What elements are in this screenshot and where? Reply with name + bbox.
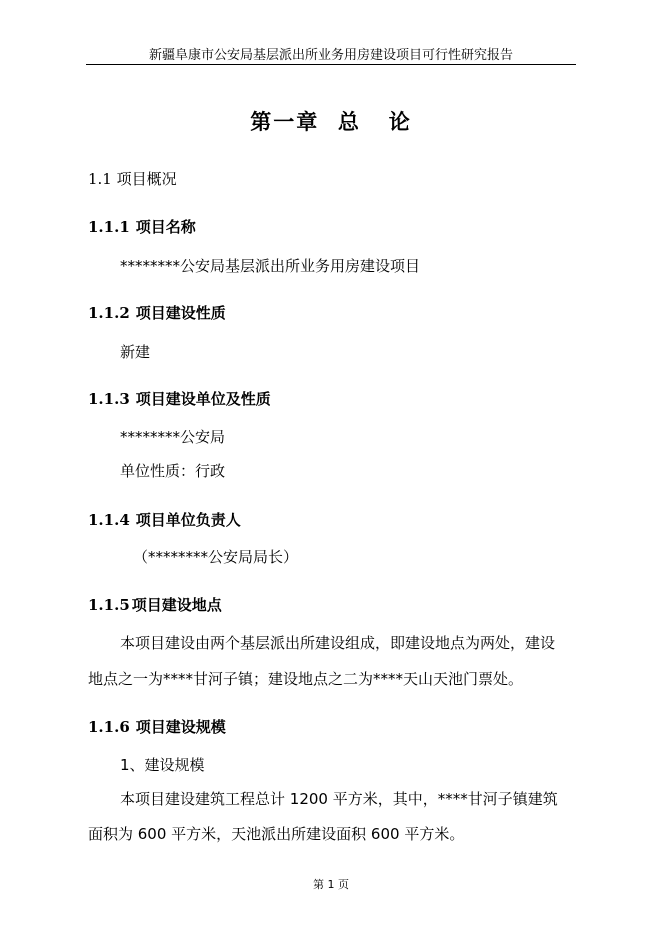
header-rule [86, 64, 576, 65]
heading-number: 1.1.1 [88, 218, 130, 236]
heading-title: 项目建设性质 [135, 304, 226, 322]
paragraph-location-line2: 地点之一为****甘河子镇；建设地点之二为****天山天池门票处。 [88, 670, 524, 688]
heading-1-1-3 [88, 388, 271, 409]
section-title: 项目概况 [116, 170, 177, 188]
paragraph-scale-line1: 本项目建设建筑工程总计 1200 平方米，其中，****甘河子镇建筑 [120, 790, 558, 808]
heading-1-1-4 [88, 509, 241, 530]
heading-title: 项目名称 [135, 218, 196, 236]
running-header: 新疆阜康市公安局基层派出所业务用房建设项目可行性研究报告 [148, 48, 513, 63]
heading-number: 1.1.4 [88, 511, 130, 529]
heading-1-1-1 [88, 216, 196, 237]
paragraph-unit: ********公安局 [120, 428, 226, 446]
paragraph-responsible: （********公安局局长） [133, 548, 299, 566]
heading-title: 项目单位负责人 [135, 511, 241, 529]
heading-number: 1.1.2 [88, 304, 130, 322]
heading-title: 项目建设单位及性质 [135, 390, 271, 408]
chapter-title: 第一章 总 论 [250, 110, 412, 134]
heading-number: 1.1.5 [88, 596, 130, 614]
paragraph-unit-nature: 单位性质：行政 [120, 462, 226, 480]
page-number: 第 1 页 [313, 878, 349, 891]
paragraph-scale-line2: 面积为 600 平方米，天池派出所建设面积 600 平方米。 [88, 825, 465, 843]
heading-title: 项目建设地点 [131, 596, 222, 614]
paragraph-scale-item: 1、建设规模 [120, 756, 205, 774]
section-heading [88, 168, 177, 189]
paragraph-project-name: ********公安局基层派出所业务用房建设项目 [120, 257, 421, 275]
paragraph-nature: 新建 [120, 343, 151, 361]
heading-title: 项目建设规模 [135, 718, 226, 736]
heading-1-1-5 [88, 594, 222, 615]
heading-1-1-6 [88, 716, 226, 737]
heading-number: 1.1.3 [88, 390, 130, 408]
section-number: 1.1 [88, 170, 112, 188]
heading-1-1-2 [88, 302, 226, 323]
heading-number: 1.1.6 [88, 718, 130, 736]
paragraph-location-line1: 本项目建设由两个基层派出所建设组成，即建设地点为两处，建设 [120, 634, 556, 652]
